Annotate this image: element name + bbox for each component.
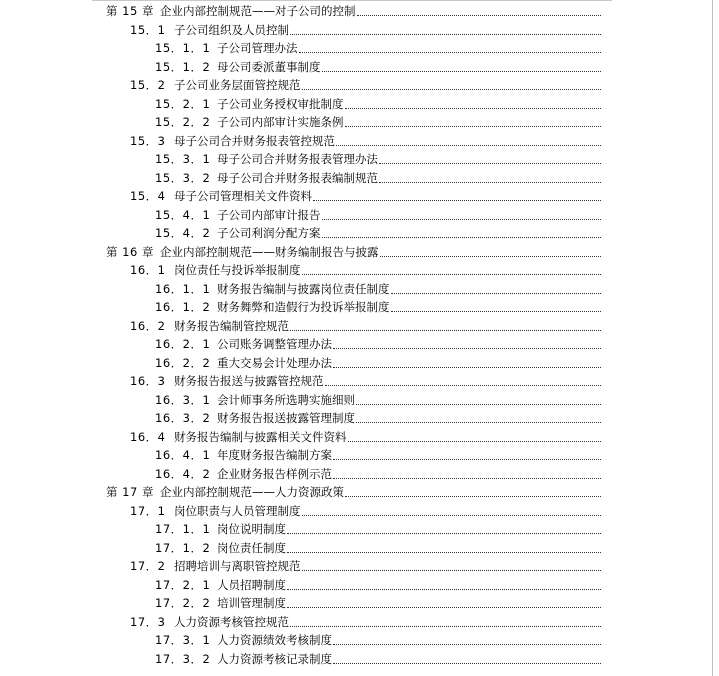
- toc-subsection[interactable]: [155, 169, 601, 185]
- toc-entry-title: 培训管理制度: [217, 596, 286, 610]
- toc-section[interactable]: [130, 317, 601, 333]
- toc-entry-title: 企业财务报告样例示范: [217, 467, 332, 481]
- toc-entry-title: 子公司业务层面管控规范: [174, 78, 301, 92]
- toc-entry-number: 16．4: [130, 430, 166, 444]
- toc-entry-title: 子公司管理办法: [217, 41, 298, 55]
- page-right-edge: [712, 0, 713, 676]
- toc-entry-number: 16．1．2: [155, 300, 211, 314]
- toc-dot-leader: [345, 126, 602, 127]
- toc-entry-title: 公司账务调整管理办法: [217, 337, 332, 351]
- toc-entry-title: 会计师事务所选聘实施细则: [217, 393, 355, 407]
- toc-entry-title: 母子公司管理相关文件资料: [174, 189, 312, 203]
- toc-dot-leader: [287, 552, 601, 553]
- toc-subsection[interactable]: [155, 354, 601, 370]
- toc-dot-leader: [357, 15, 602, 16]
- toc-entry-title: 企业内部控制规范——人力资源政策: [160, 485, 344, 499]
- toc-entry-title: 子公司利润分配方案: [217, 226, 321, 240]
- toc-entry-title: 母子公司合并财务报表管理办法: [217, 152, 378, 166]
- toc-section[interactable]: [130, 428, 601, 444]
- toc-entry-title: 企业内部控制规范——财务编制报告与披露: [160, 245, 379, 259]
- toc-entry-number: 第 17 章: [106, 485, 154, 499]
- toc-entry-number: 17．2．1: [155, 578, 211, 592]
- toc-dot-leader: [348, 441, 602, 442]
- toc-dot-leader: [287, 589, 601, 590]
- toc-subsection[interactable]: [155, 650, 601, 666]
- toc-dot-leader: [391, 311, 602, 312]
- toc-dot-leader: [287, 607, 601, 608]
- toc-entry-number: 15．3．1: [155, 152, 211, 166]
- toc-subsection[interactable]: [155, 465, 601, 481]
- toc-subsection[interactable]: [155, 150, 601, 166]
- toc-dot-leader: [302, 274, 602, 275]
- toc-section[interactable]: [130, 187, 601, 203]
- toc-entry-title: 人员招聘制度: [217, 578, 286, 592]
- toc-subsection[interactable]: [155, 39, 601, 55]
- toc-subsection[interactable]: [155, 206, 601, 222]
- toc-dot-leader: [302, 570, 602, 571]
- toc-entry-number: 16．4．2: [155, 467, 211, 481]
- toc-entry-title: 岗位说明制度: [217, 522, 286, 536]
- toc-entry-title: 子公司内部审计实施条例: [217, 115, 344, 129]
- toc-entry-title: 重大交易会计处理办法: [217, 356, 332, 370]
- toc-entry-number: 16．2．1: [155, 337, 211, 351]
- toc-subsection[interactable]: [155, 298, 601, 314]
- toc-dot-leader: [322, 71, 602, 72]
- toc-entry-title: 母公司委派董事制度: [217, 60, 321, 74]
- toc-entry-number: 16．2．2: [155, 356, 211, 370]
- toc-dot-leader: [322, 237, 602, 238]
- toc-subsection[interactable]: [155, 409, 601, 425]
- toc-dot-leader: [333, 367, 601, 368]
- toc-subsection[interactable]: [155, 58, 601, 74]
- toc-entry-number: 15．4．2: [155, 226, 211, 240]
- toc-entry-title: 母子公司合并财务报表编制规范: [217, 171, 378, 185]
- toc-dot-leader: [299, 52, 602, 53]
- toc-dot-leader: [322, 219, 602, 220]
- toc-subsection[interactable]: [155, 95, 601, 111]
- toc-section[interactable]: [130, 21, 601, 37]
- toc-entry-number: 15．4．1: [155, 208, 211, 222]
- toc-entry-title: 子公司组织及人员控制: [174, 23, 289, 37]
- toc-subsection[interactable]: [155, 391, 601, 407]
- toc-entry-title: 企业内部控制规范——对子公司的控制: [160, 4, 356, 18]
- toc-dot-leader: [336, 145, 601, 146]
- toc-dot-leader: [380, 256, 602, 257]
- toc-section[interactable]: [130, 76, 601, 92]
- toc-entry-number: 16．3: [130, 374, 166, 388]
- toc-dot-leader: [290, 34, 601, 35]
- toc-entry-title: 财务报告报送与披露管控规范: [174, 374, 324, 388]
- toc-entry-title: 人力资源考核管控规范: [174, 615, 289, 629]
- toc-subsection[interactable]: [155, 224, 601, 240]
- toc-entry-number: 17．3: [130, 615, 166, 629]
- toc-subsection[interactable]: [155, 539, 601, 555]
- toc-entry-number: 17．1．1: [155, 522, 211, 536]
- page-top-border: [92, 0, 612, 1]
- toc-entry-number: 15．1．1: [155, 41, 211, 55]
- toc-subsection[interactable]: [155, 631, 601, 647]
- toc-dot-leader: [333, 459, 601, 460]
- toc-entry-number: 17．1．2: [155, 541, 211, 555]
- toc-chapter[interactable]: [106, 243, 601, 259]
- toc-entry-number: 15．2．1: [155, 97, 211, 111]
- toc-entry-number: 17．3．2: [155, 652, 211, 666]
- toc-subsection[interactable]: [155, 594, 601, 610]
- toc-entry-title: 财务报告编制与披露相关文件资料: [174, 430, 347, 444]
- toc-dot-leader: [290, 626, 601, 627]
- toc-entry-number: 第 16 章: [106, 245, 154, 259]
- toc-section[interactable]: [130, 613, 601, 629]
- toc-entry-number: 17．2．2: [155, 596, 211, 610]
- toc-subsection[interactable]: [155, 576, 601, 592]
- toc-entry-number: 16．1．1: [155, 282, 211, 296]
- toc-entry-title: 岗位职责与人员管理制度: [174, 504, 301, 518]
- toc-entry-title: 人力资源考核记录制度: [217, 652, 332, 666]
- toc-section[interactable]: [130, 557, 601, 573]
- toc-entry-title: 子公司业务授权审批制度: [217, 97, 344, 111]
- toc-dot-leader: [290, 330, 601, 331]
- toc-dot-leader: [333, 644, 601, 645]
- toc-entry-number: 16．3．2: [155, 411, 211, 425]
- toc-entry-title: 岗位责任制度: [217, 541, 286, 555]
- toc-dot-leader: [333, 478, 601, 479]
- toc-entry-number: 15．4: [130, 189, 166, 203]
- toc-entry-number: 15．2: [130, 78, 166, 92]
- toc-dot-leader: [325, 385, 602, 386]
- toc-entry-number: 17．1: [130, 504, 166, 518]
- toc-section[interactable]: [130, 372, 601, 388]
- toc-subsection[interactable]: [155, 446, 601, 462]
- toc-entry-title: 子公司内部审计报告: [217, 208, 321, 222]
- toc-dot-leader: [379, 163, 601, 164]
- toc-entry-title: 财务报告编制管控规范: [174, 319, 289, 333]
- toc-dot-leader: [302, 89, 602, 90]
- toc-entry-number: 17．3．1: [155, 633, 211, 647]
- toc-entry-number: 17．2: [130, 559, 166, 573]
- toc-section[interactable]: [130, 502, 601, 518]
- toc-subsection[interactable]: [155, 280, 601, 296]
- toc-dot-leader: [287, 533, 601, 534]
- toc-entry-title: 人力资源绩效考核制度: [217, 633, 332, 647]
- toc-entry-number: 15．1: [130, 23, 166, 37]
- toc-dot-leader: [356, 422, 601, 423]
- toc-section[interactable]: [130, 261, 601, 277]
- toc-dot-leader: [302, 515, 602, 516]
- toc-entry-title: 财务报告编制与披露岗位责任制度: [217, 282, 390, 296]
- toc-entry-number: 16．3．1: [155, 393, 211, 407]
- toc-entry-number: 第 15 章: [106, 4, 154, 18]
- toc-subsection[interactable]: [155, 335, 601, 351]
- toc-entry-title: 财务报告报送披露管理制度: [217, 411, 355, 425]
- toc-dot-leader: [356, 404, 601, 405]
- toc-dot-leader: [313, 200, 601, 201]
- toc-entry-number: 16．2: [130, 319, 166, 333]
- toc-dot-leader: [345, 496, 601, 497]
- toc-entry-number: 15．3．2: [155, 171, 211, 185]
- toc-entry-number: 16．4．1: [155, 448, 211, 462]
- toc-dot-leader: [333, 348, 601, 349]
- toc-entry-title: 母子公司合并财务报表管控规范: [174, 134, 335, 148]
- toc-chapter[interactable]: [106, 2, 601, 18]
- toc-entry-number: 15．1．2: [155, 60, 211, 74]
- toc-chapter[interactable]: [106, 483, 601, 499]
- toc-section[interactable]: [130, 132, 601, 148]
- toc-subsection[interactable]: [155, 113, 601, 129]
- toc-entry-number: 16．1: [130, 263, 166, 277]
- toc-entry-title: 年度财务报告编制方案: [217, 448, 332, 462]
- toc-dot-leader: [345, 108, 602, 109]
- toc-dot-leader: [379, 182, 601, 183]
- toc-dot-leader: [333, 663, 601, 664]
- toc-entry-title: 财务舞弊和造假行为投诉举报制度: [217, 300, 390, 314]
- toc-subsection[interactable]: [155, 520, 601, 536]
- toc-entry-number: 15．3: [130, 134, 166, 148]
- toc-entry-title: 岗位责任与投诉举报制度: [174, 263, 301, 277]
- toc-dot-leader: [391, 293, 602, 294]
- toc-entry-number: 15．2．2: [155, 115, 211, 129]
- toc-entry-title: 招聘培训与离职管控规范: [174, 559, 301, 573]
